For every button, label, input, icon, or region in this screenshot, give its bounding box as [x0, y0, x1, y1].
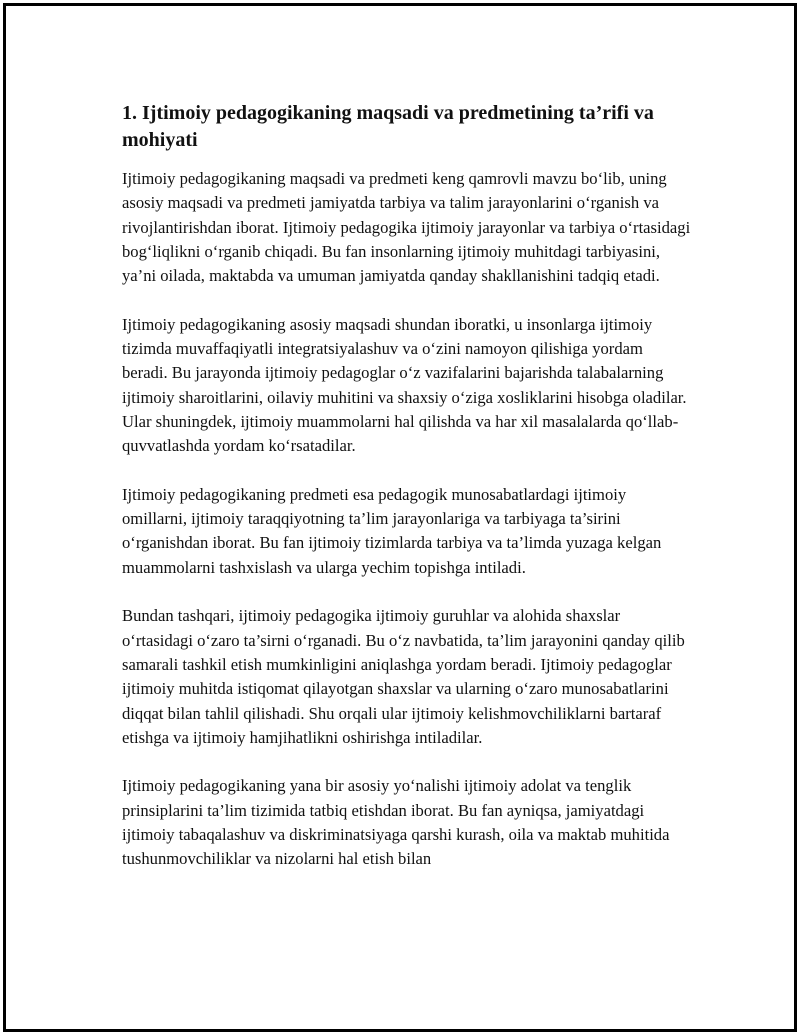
page-frame [3, 3, 797, 1032]
paragraph-2: Ijtimoiy pedagogikaning asosiy maqsadi shundan iboratki, u insonlarga ijtimoiy tizimda muvaffaqiyatli integratsiyalashuv va o‘zini namoyon qilishiga yordam beradi. Bu jarayonda ijtimoiy pedagoglar o‘z vazifalarini bajarishda talabalarning ijtimoiy sharoitlarini, oilaviy muhitini va shaxsiy o‘ziga xosliklarini hisobga oladilar. Ular shuningdek, ijtimoiy muammolarni hal qilishda va har xil masalalarda qo‘llab-quvvatlashda yordam ko‘rsatadilar. [122, 314, 687, 456]
paragraph-4: Bundan tashqari, ijtimoiy pedagogika ijtimoiy guruhlar va alohida shaxslar o‘rtasidagi o‘zaro ta’sirni o‘rganadi. Bu o‘z navbatida, ta’lim jarayonini qanday qilib samarali tashkil etish mumkinligini aniqlashga yordam beradi. Ijtimoiy pedagoglar ijtimoiy muhitda istiqomat qilayotgan shaxslar va ularning o‘zaro munosabatlarini diqqat bilan tahlil qilishadi. Shu orqali ular ijtimoiy kelishmovchiliklarni bartaraf etishga va ijtimoiy hamjihatlikni oshirishga intiladilar. [122, 606, 685, 747]
document-title: 1. Ijtimoiy pedagogikaning maqsadi va predmetining ta’rifi va mohiyati [122, 102, 654, 151]
document-body [122, 100, 692, 896]
paragraph-5: Ijtimoiy pedagogikaning yana bir asosiy yo‘nalishi ijtimoiy adolat va tenglik prinsiplarini ta’lim tizimida tatbiq etishdan iborat. Bu fan ayniqsa, jamiyatdagi ijtimoiy tabaqalashuv va diskriminatsiyaga qarshi kurash, oila va maktab muhitida tushunmovchiliklar va nizolarni hal etish bilan [122, 776, 670, 869]
paragraph-3: Ijtimoiy pedagogikaning predmeti esa pedagogik munosabatlardagi ijtimoiy omillarni, ijtimoiy taraqqiyotning ta’lim jarayonlariga va tarbiyaga ta’sirini o‘rganishdan iborat. Bu fan ijtimoiy tizimlarda tarbiya va ta’limda yuzaga kelgan muammolarni tashxislash va ularga yechim topishga intiladi. [122, 484, 662, 577]
paragraph-1: Ijtimoiy pedagogikaning maqsadi va predmeti keng qamrovli mavzu bo‘lib, uning asosiy maqsadi va predmeti jamiyatda tarbiya va talim jarayonlarini o‘rganish va rivojlantirishdan iborat. Ijtimoiy pedagogika ijtimoiy jarayonlar va tarbiya o‘rtasidagi bog‘liqlikni o‘rganib chiqadi. Bu fan insonlarning ijtimoiy muhitdagi tarbiyasini, ya’ni oilada, maktabda va umuman jamiyatda qanday shakllanishini tadqiq etadi. [122, 169, 691, 286]
